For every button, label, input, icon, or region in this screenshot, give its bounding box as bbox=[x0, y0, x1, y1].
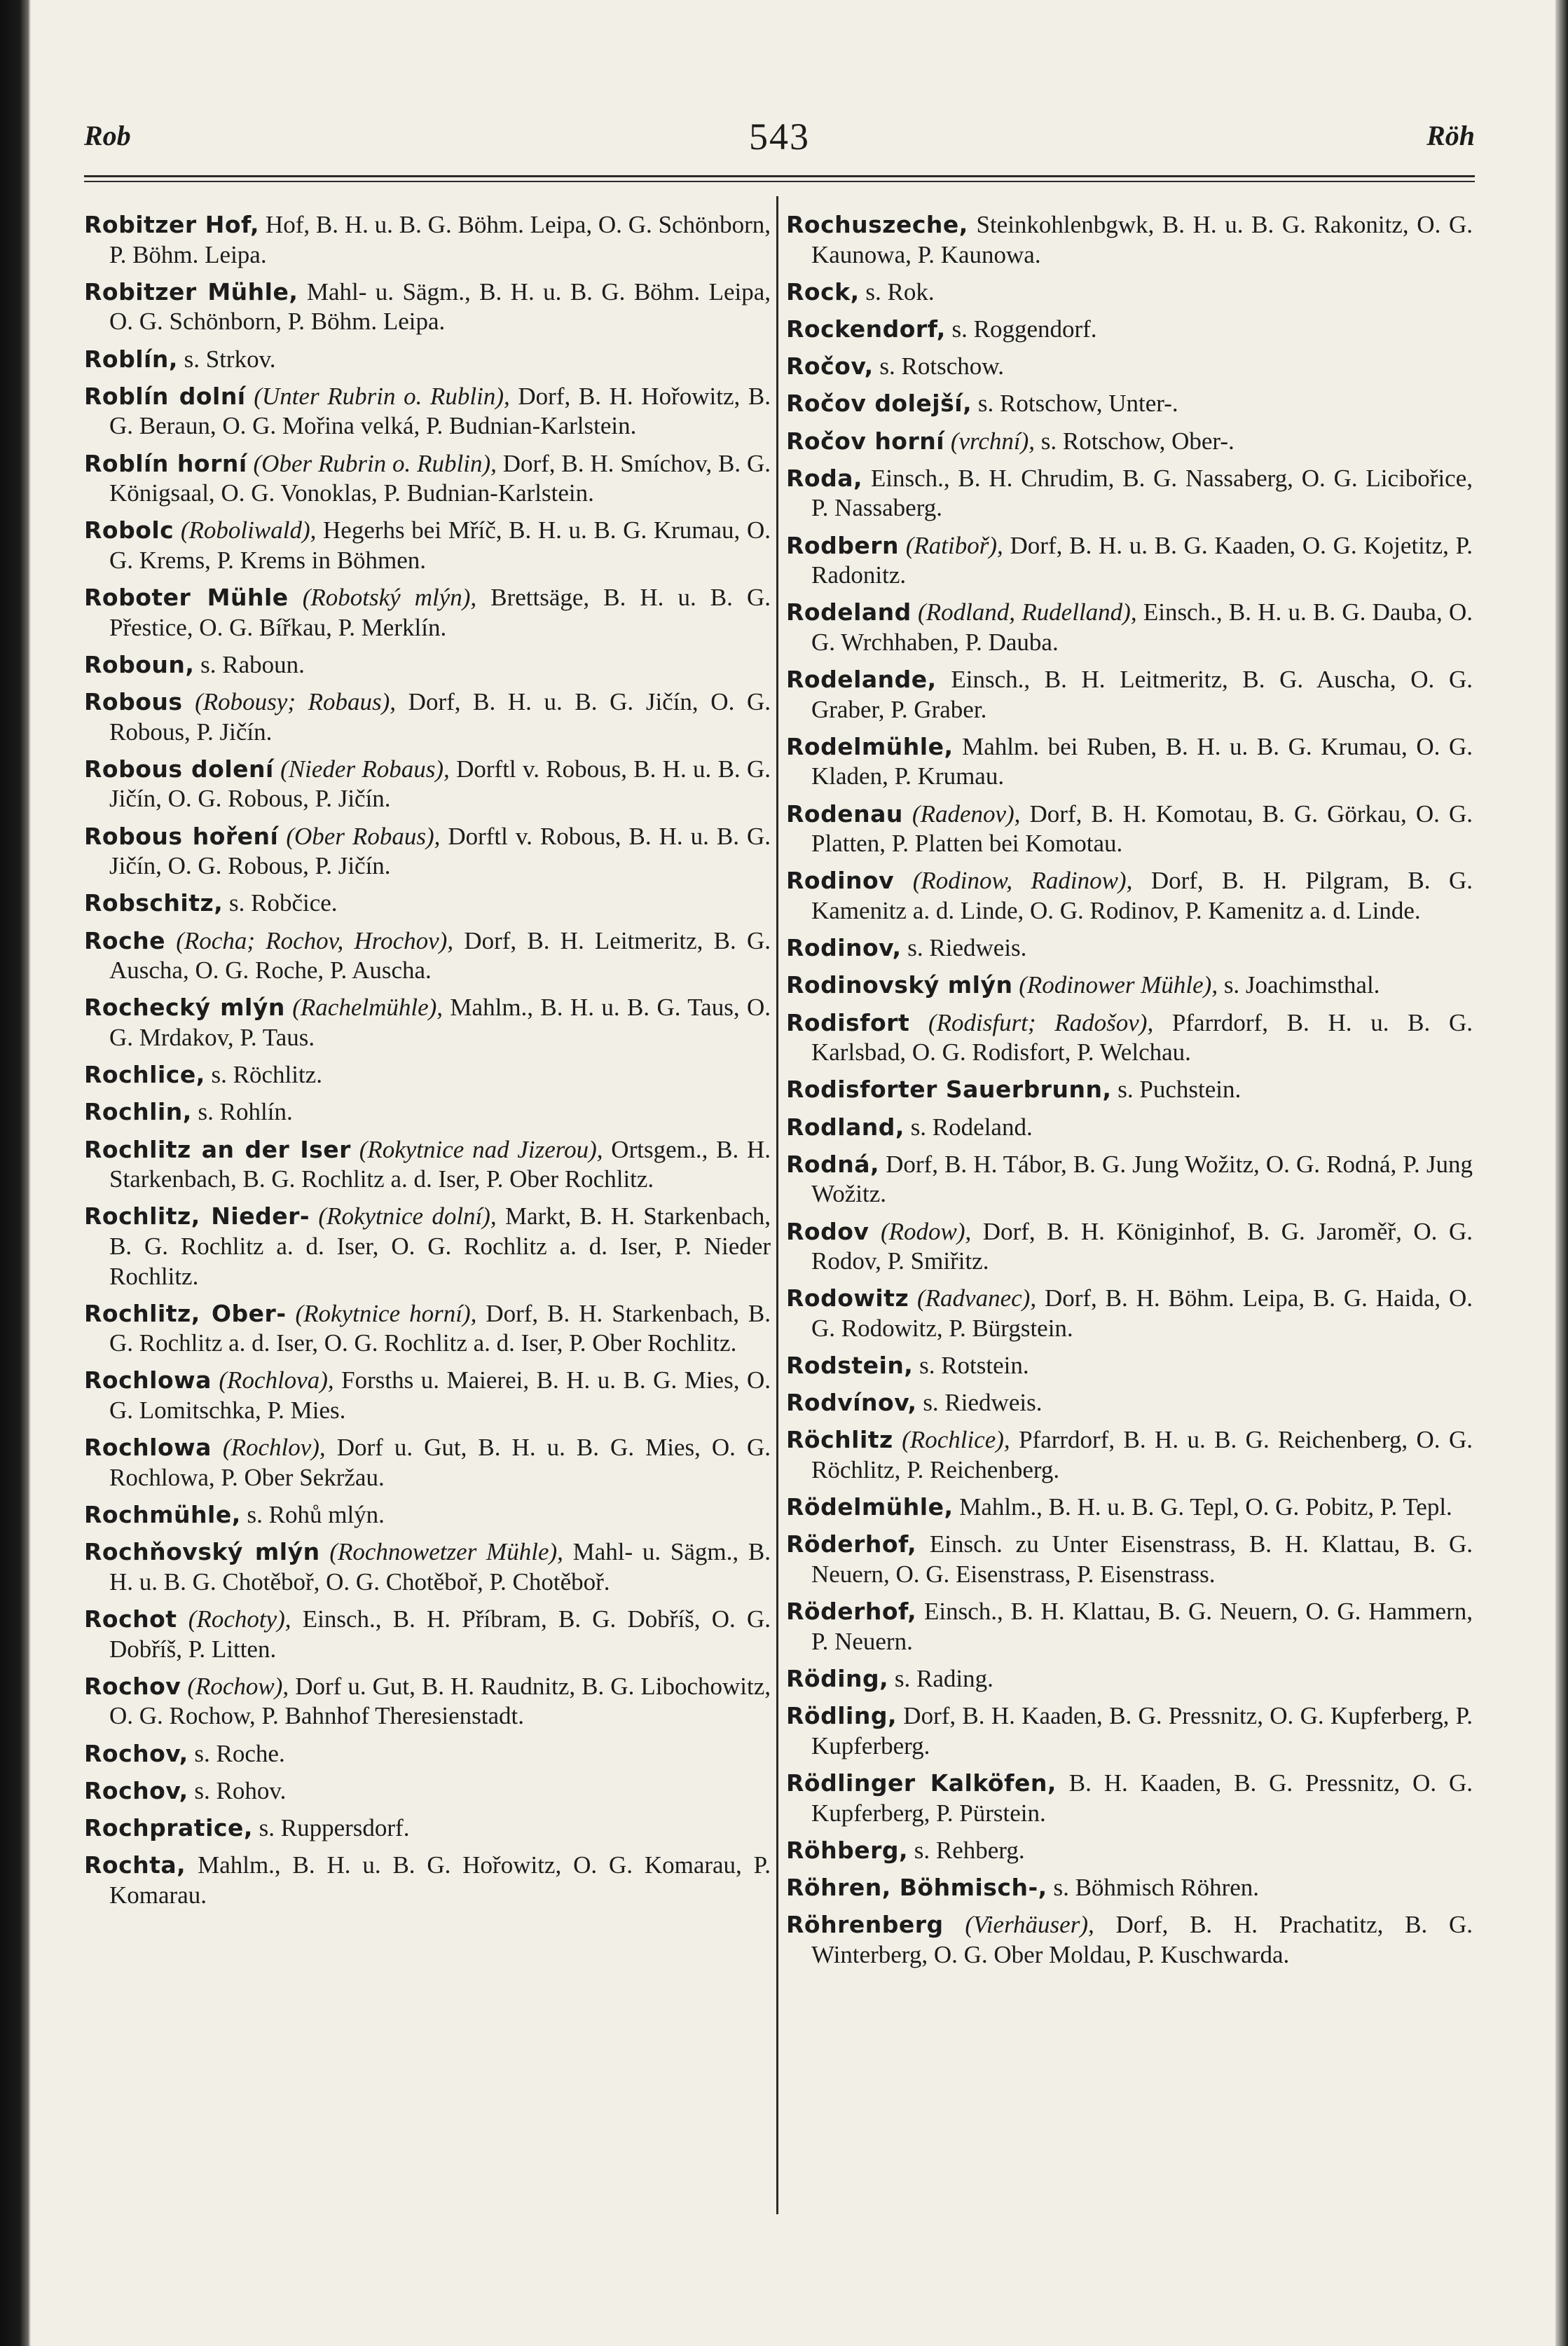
gazetteer-entry bbox=[84, 1060, 771, 1090]
entry-description: Hegerhs bei Mříč, B. H. u. B. G. Krumau, O. G. Krems, P. Krems in Böhmen. bbox=[109, 516, 771, 574]
entry-description: s. Rotschow. bbox=[873, 352, 1005, 380]
entry-headword: Robitzer Mühle, bbox=[84, 277, 298, 306]
gazetteer-entry bbox=[786, 665, 1473, 725]
gazetteer-entry bbox=[786, 1493, 1473, 1523]
gazetteer-entry bbox=[786, 1597, 1473, 1656]
entry-headword: Roda, bbox=[786, 464, 863, 492]
gazetteer-entry bbox=[84, 1202, 771, 1291]
gazetteer-entry bbox=[786, 389, 1473, 419]
entry-alternate-names: (Rachelmühle), bbox=[284, 994, 443, 1022]
entry-description: Mahlm., B. H. u. B. G. Taus, O. G. Mrdakov, P. Taus. bbox=[109, 994, 771, 1051]
gazetteer-entry bbox=[84, 1135, 771, 1195]
gazetteer-entry bbox=[84, 449, 771, 509]
entry-description: s. Röchlitz. bbox=[205, 1061, 322, 1089]
entry-headword: Robitzer Hof, bbox=[84, 211, 260, 238]
gazetteer-entry bbox=[786, 1284, 1473, 1343]
entry-description: s. Rok. bbox=[859, 277, 935, 306]
entry-headword: Rodowitz bbox=[786, 1284, 909, 1312]
entry-headword: Rodisfort bbox=[786, 1008, 910, 1036]
gazetteer-entry bbox=[84, 1097, 771, 1127]
entry-headword: Rödling, bbox=[786, 1702, 897, 1730]
entry-description: Dorf, B. H. Kaaden, B. G. Pressnitz, O. G. Kupferberg, P. Kupferberg. bbox=[811, 1702, 1473, 1760]
entry-description: Dorf, B. H. Königinhof, B. G. Jaroměř, O. G. Rodov, P. Smiřitz. bbox=[811, 1217, 1473, 1275]
entry-headword: Rochlitz, Ober- bbox=[84, 1299, 287, 1327]
entry-headword: Rochlitz an der Iser bbox=[84, 1135, 351, 1163]
entry-headword: Rochuszeche, bbox=[786, 211, 968, 238]
book-gutter-shadow bbox=[0, 0, 31, 2346]
entry-alternate-names: (Roboliwald), bbox=[174, 516, 317, 544]
entry-description: Dorf, B. H. Hořowitz, B. G. Beraun, O. G. Mořina velká, P. Budnian-Karlstein. bbox=[109, 382, 771, 440]
entry-headword: Rochlowa bbox=[84, 1366, 212, 1394]
entry-alternate-names: (Rodinow, Radinow), bbox=[894, 867, 1133, 895]
header-rule-thin bbox=[84, 181, 1475, 182]
entry-description: s. Rotstein. bbox=[913, 1352, 1029, 1380]
gazetteer-entry bbox=[786, 1769, 1473, 1828]
entry-headword: Robolc bbox=[84, 516, 174, 544]
entry-alternate-names: (Rodland, Rudelland), bbox=[911, 598, 1137, 626]
header-rule-thick bbox=[84, 175, 1475, 177]
entry-headword: Roboun, bbox=[84, 650, 195, 678]
entry-description: Dorf, B. H. Böhm. Leipa, B. G. Haida, O. G. Rodowitz, P. Bürgstein. bbox=[811, 1284, 1473, 1342]
entry-description: Forsths u. Maierei, B. H. u. B. G. Mies, O. G. Lomitschka, P. Mies. bbox=[109, 1366, 771, 1425]
entry-description: Dorftl v. Robous, B. H. u. B. G. Jičín, O. G. Robous, P. Jičín. bbox=[109, 822, 771, 880]
gazetteer-entry bbox=[786, 1910, 1473, 1970]
entry-alternate-names: (Nieder Robaus), bbox=[273, 755, 450, 783]
entry-headword: Rockendorf, bbox=[786, 315, 946, 343]
entry-headword: Rochmühle, bbox=[84, 1501, 241, 1529]
entry-description: s. Rotschow, Ober-. bbox=[1035, 427, 1235, 455]
gazetteer-entry bbox=[786, 800, 1473, 859]
gazetteer-entry bbox=[84, 1605, 771, 1664]
gazetteer-entry bbox=[786, 315, 1473, 345]
gazetteer-entry bbox=[84, 1851, 771, 1910]
entry-headword: Rodinov bbox=[786, 867, 895, 895]
column-divider bbox=[776, 196, 778, 2214]
gazetteer-entry bbox=[84, 822, 771, 882]
gazetteer-entry bbox=[84, 926, 771, 986]
gazetteer-entry bbox=[84, 1776, 771, 1806]
entry-description: s. Rehberg. bbox=[908, 1836, 1025, 1864]
entry-description: s. Raboun. bbox=[194, 650, 305, 678]
entry-headword: Rodenau bbox=[786, 800, 903, 828]
entry-headword: Rodbern bbox=[786, 531, 899, 559]
entry-alternate-names: (Rodinower Mühle), bbox=[1012, 971, 1218, 999]
gazetteer-entry bbox=[786, 464, 1473, 523]
gazetteer-entry bbox=[786, 277, 1473, 308]
entry-headword: Rochov bbox=[84, 1672, 181, 1700]
entry-headword: Rodvínov, bbox=[786, 1389, 917, 1417]
entry-description: s. Roche. bbox=[188, 1739, 285, 1767]
entry-description: Einsch., B. H. Klattau, B. G. Neuern, O. G. Hammern, P. Neuern. bbox=[811, 1598, 1473, 1655]
entry-headword: Roche bbox=[84, 926, 166, 954]
entry-headword: Rochlin, bbox=[84, 1098, 192, 1126]
entry-headword: Röderhof, bbox=[786, 1530, 917, 1558]
entry-description: s. Riedweis. bbox=[916, 1389, 1043, 1417]
entry-headword: Rodelmühle, bbox=[786, 732, 954, 760]
entry-headword: Rochlice, bbox=[84, 1061, 205, 1089]
entry-headword: Rödelmühle, bbox=[786, 1493, 954, 1521]
entry-headword: Röhberg, bbox=[786, 1836, 909, 1864]
entry-headword: Roblín dolní bbox=[84, 382, 246, 410]
entry-description: Brettsäge, B. H. u. B. G. Přestice, O. G. Bířkau, P. Merklín. bbox=[109, 584, 771, 641]
gazetteer-entry bbox=[84, 1366, 771, 1425]
gazetteer-entry bbox=[84, 1672, 771, 1731]
entry-description: Dorf, B. H. Pilgram, B. G. Kamenitz a. d. Linde, O. G. Rodinov, P. Kamenitz a. d. Linde. bbox=[811, 867, 1473, 924]
entry-description: s. Rohlín. bbox=[191, 1098, 293, 1126]
gazetteer-entry bbox=[786, 866, 1473, 926]
entry-description: Mahlm., B. H. u. B. G. Hořowitz, O. G. Komarau, P. Komarau. bbox=[109, 1851, 771, 1909]
entry-headword: Rodov bbox=[786, 1217, 869, 1245]
entry-headword: Roboter Mühle bbox=[84, 584, 289, 612]
entry-headword: Rochlitz, Nieder- bbox=[84, 1202, 310, 1230]
entry-description: s. Joachimsthal. bbox=[1218, 971, 1380, 999]
entry-alternate-names: (Robousy; Robaus), bbox=[182, 688, 397, 716]
header-left-catchword: Rob bbox=[84, 120, 131, 151]
entry-headword: Rodland, bbox=[786, 1113, 905, 1141]
entry-headword: Röding, bbox=[786, 1664, 889, 1692]
entry-headword: Rochecký mlýn bbox=[84, 994, 285, 1022]
gazetteer-entry bbox=[786, 732, 1473, 792]
gazetteer-entry bbox=[786, 1873, 1473, 1903]
gazetteer-entry bbox=[786, 1836, 1473, 1866]
gazetteer-entry bbox=[786, 1664, 1473, 1694]
gazetteer-entry bbox=[786, 1701, 1473, 1761]
gazetteer-entry bbox=[786, 210, 1473, 270]
gazetteer-entry bbox=[84, 1537, 771, 1597]
entry-description: Dorf, B. H. u. B. G. Kaaden, O. G. Kojetitz, P. Radonitz. bbox=[811, 531, 1473, 589]
gazetteer-entry bbox=[786, 531, 1473, 591]
entry-description: s. Riedweis. bbox=[901, 934, 1027, 962]
entry-alternate-names: (Rokytnice nad Jizerou), bbox=[350, 1135, 603, 1163]
gazetteer-entry bbox=[84, 993, 771, 1052]
left-column bbox=[84, 210, 771, 1918]
gazetteer-entry bbox=[786, 1388, 1473, 1418]
entry-description: s. Roggendorf. bbox=[945, 315, 1097, 343]
entry-alternate-names: (Rocha; Rochov, Hrochov), bbox=[165, 926, 454, 954]
entry-description: s. Rohů mlýn. bbox=[240, 1501, 385, 1529]
gazetteer-entry bbox=[84, 210, 771, 270]
entry-alternate-names: (Rochnowetzer Mühle), bbox=[319, 1538, 563, 1566]
entry-description: Einsch., B. H. u. B. G. Dauba, O. G. Wrchhaben, P. Dauba. bbox=[811, 598, 1473, 656]
entry-headword: Rochpratice, bbox=[84, 1813, 253, 1841]
gazetteer-entry bbox=[786, 598, 1473, 657]
entry-description: Mahl- u. Sägm., B. H. u. B. G. Chotěboř, O. G. Chotěboř, P. Chotěboř. bbox=[109, 1538, 771, 1596]
entry-headword: Rochta, bbox=[84, 1851, 186, 1879]
gazetteer-entry bbox=[84, 277, 771, 337]
entry-alternate-names: (Unter Rubrin o. Rublin), bbox=[245, 382, 510, 410]
entry-description: Markt, B. H. Starkenbach, B. G. Rochlitz a. d. Iser, O. G. Rochlitz a. d. Iser, P. Nieder Rochlitz. bbox=[109, 1202, 771, 1290]
gazetteer-entry bbox=[786, 1425, 1473, 1485]
entry-alternate-names: (Rokytnice horní), bbox=[286, 1299, 477, 1327]
entry-headword: Rochov, bbox=[84, 1739, 188, 1767]
entry-headword: Rochot bbox=[84, 1605, 177, 1633]
entry-description: Mahlm. bei Ruben, B. H. u. B. G. Krumau, O. G. Kladen, P. Krumau. bbox=[811, 732, 1473, 790]
entry-headword: Röhrenberg bbox=[786, 1911, 944, 1939]
entry-headword: Roblín, bbox=[84, 345, 178, 373]
right-column bbox=[786, 210, 1473, 1977]
gazetteer-entry bbox=[84, 687, 771, 747]
entry-description: s. Rading. bbox=[888, 1664, 993, 1692]
entry-headword: Robous bbox=[84, 688, 183, 716]
entry-alternate-names: (Rochlov), bbox=[211, 1434, 326, 1462]
entry-headword: Rodisforter Sauerbrunn, bbox=[786, 1076, 1112, 1104]
entry-description: s. Ruppersdorf. bbox=[252, 1813, 410, 1841]
entry-headword: Rodná, bbox=[786, 1150, 880, 1178]
entry-description: Einsch. zu Unter Eisenstrass, B. H. Klattau, B. G. Neuern, O. G. Eisenstrass, P. Eisenstrass. bbox=[811, 1530, 1473, 1588]
entry-description: Dorf, B. H. Smíchov, B. G. Königsaal, O. G. Vonoklas, P. Budnian-Karlstein. bbox=[109, 449, 771, 507]
gazetteer-entry bbox=[84, 755, 771, 814]
entry-headword: Robous dolení bbox=[84, 755, 274, 783]
entry-description: Dorf u. Gut, B. H. Raudnitz, B. G. Libochowitz, O. G. Rochow, P. Bahnhof Theresienstadt. bbox=[109, 1672, 771, 1730]
entry-alternate-names: (Radvanec), bbox=[909, 1284, 1037, 1312]
page-header bbox=[84, 112, 1475, 168]
entry-description: Einsch., B. H. Leitmeritz, B. G. Auscha, O. G. Graber, P. Graber. bbox=[811, 666, 1473, 723]
entry-alternate-names: (Rochlice), bbox=[893, 1426, 1010, 1454]
gazetteer-entry bbox=[84, 516, 771, 575]
entry-headword: Röderhof, bbox=[786, 1598, 917, 1626]
gazetteer-entry bbox=[786, 1008, 1473, 1068]
entry-headword: Roblín horní bbox=[84, 449, 247, 477]
gazetteer-entry bbox=[786, 1217, 1473, 1277]
entry-headword: Rochňovský mlýn bbox=[84, 1538, 320, 1566]
entry-description: Einsch., B. H. Příbram, B. G. Dobříš, O. G. Dobříš, P. Litten. bbox=[109, 1605, 771, 1663]
entry-description: B. H. Kaaden, B. G. Pressnitz, O. G. Kupferberg, P. Pürstein. bbox=[811, 1769, 1473, 1827]
entry-headword: Ročov, bbox=[786, 352, 874, 380]
header-right-catchword: Röh bbox=[1426, 120, 1475, 151]
entry-description: s. Robčice. bbox=[223, 889, 338, 917]
entry-description: Pfarrdorf, B. H. u. B. G. Reichenberg, O. G. Röchlitz, P. Reichenberg. bbox=[811, 1426, 1473, 1484]
entry-alternate-names: (Ratiboř), bbox=[898, 531, 1003, 559]
entry-description: Dorf, B. H. Prachatitz, B. G. Winterberg, O. G. Ober Moldau, P. Kuschwarda. bbox=[811, 1911, 1473, 1968]
entry-alternate-names: (Rodisfurt; Radošov), bbox=[909, 1008, 1154, 1036]
gazetteer-entry bbox=[786, 427, 1473, 457]
entry-headword: Rodelande, bbox=[786, 666, 937, 694]
entry-description: Pfarrdorf, B. H. u. B. G. Karlsbad, O. G. Rodisfort, P. Welchau. bbox=[811, 1008, 1473, 1066]
entry-alternate-names: (Vierhäuser), bbox=[943, 1911, 1094, 1939]
entry-alternate-names: (Rochoty), bbox=[177, 1605, 291, 1633]
entry-headword: Ročov horní bbox=[786, 427, 945, 455]
gazetteer-entry bbox=[786, 1075, 1473, 1105]
gazetteer-entry bbox=[84, 583, 771, 643]
entry-description: Mahlm., B. H. u. B. G. Tepl, O. G. Pobitz, P. Tepl. bbox=[953, 1493, 1452, 1521]
gazetteer-entry bbox=[84, 1739, 771, 1769]
entry-description: Dorf, B. H. Tábor, B. G. Jung Wožitz, O. G. Rodná, P. Jung Wožitz. bbox=[811, 1150, 1473, 1208]
gazetteer-entry bbox=[84, 382, 771, 441]
gazetteer-entry bbox=[786, 970, 1473, 1001]
entry-description: Ortsgem., B. H. Starkenbach, B. G. Rochlitz a. d. Iser, P. Ober Rochlitz. bbox=[109, 1135, 771, 1193]
entry-description: Dorf, B. H. u. B. G. Jičín, O. G. Robous, P. Jičín. bbox=[109, 688, 771, 746]
entry-headword: Rodinovský mlýn bbox=[786, 971, 1013, 999]
gazetteer-entry bbox=[786, 1351, 1473, 1381]
gazetteer-entry bbox=[786, 1113, 1473, 1143]
entry-description: s. Böhmisch Röhren. bbox=[1047, 1873, 1260, 1901]
gazetteer-entry bbox=[786, 933, 1473, 963]
entry-alternate-names: (Ober Robaus), bbox=[278, 822, 441, 850]
gazetteer-entry bbox=[786, 352, 1473, 382]
entry-headword: Rödlinger Kalköfen, bbox=[786, 1769, 1057, 1797]
entry-description: Steinkohlenbgwk, B. H. u. B. G. Rakonitz, O. G. Kaunowa, P. Kaunowa. bbox=[811, 211, 1473, 268]
entry-description: s. Rodeland. bbox=[904, 1113, 1033, 1141]
entry-headword: Rochov, bbox=[84, 1776, 188, 1804]
entry-description: Hof, B. H. u. B. G. Böhm. Leipa, O. G. Schönborn, P. Böhm. Leipa. bbox=[109, 211, 771, 268]
entry-description: s. Rohov. bbox=[188, 1776, 287, 1804]
entry-alternate-names: (Rochow), bbox=[181, 1672, 289, 1700]
entry-alternate-names: (Robotský mlýn), bbox=[288, 584, 477, 612]
entry-headword: Rodinov, bbox=[786, 934, 902, 962]
gazetteer-entry bbox=[84, 345, 771, 375]
entry-alternate-names: (Ober Rubrin o. Rublin), bbox=[247, 449, 497, 477]
gazetteer-entry bbox=[84, 1433, 771, 1493]
entry-headword: Rochlowa bbox=[84, 1434, 212, 1462]
entry-description: Dorftl v. Robous, B. H. u. B. G. Jičín, O. G. Robous, P. Jičín. bbox=[109, 755, 771, 813]
entry-description: Einsch., B. H. Chrudim, B. G. Nassaberg, O. G. Licibořice, P. Nassaberg. bbox=[811, 464, 1473, 522]
entry-headword: Rodstein, bbox=[786, 1352, 914, 1380]
entry-headword: Röhren, Böhmisch-, bbox=[786, 1873, 1047, 1901]
entry-headword: Rodeland bbox=[786, 598, 912, 626]
entry-alternate-names: (Rochlova), bbox=[211, 1366, 334, 1394]
page-right-edge bbox=[1555, 0, 1568, 2346]
entry-headword: Ročov dolejší, bbox=[786, 390, 972, 418]
entry-headword: Röchlitz bbox=[786, 1426, 893, 1454]
entry-description: Dorf u. Gut, B. H. u. B. G. Mies, O. G. Rochlowa, P. Ober Sekržau. bbox=[109, 1434, 771, 1491]
entry-description: s. Puchstein. bbox=[1111, 1076, 1242, 1104]
entry-description: Dorf, B. H. Komotau, B. G. Görkau, O. G. Platten, P. Platten bei Komotau. bbox=[811, 800, 1473, 858]
gazetteer-entry bbox=[84, 650, 771, 680]
entry-alternate-names: (Rodow), bbox=[869, 1217, 972, 1245]
entry-headword: Rock, bbox=[786, 277, 860, 306]
gazetteer-entry bbox=[84, 889, 771, 919]
entry-description: Mahl- u. Sägm., B. H. u. B. G. Böhm. Leipa, O. G. Schönborn, P. Böhm. Leipa. bbox=[109, 277, 771, 336]
gazetteer-entry bbox=[786, 1150, 1473, 1209]
gazetteer-entry bbox=[84, 1500, 771, 1530]
entry-alternate-names: (Radenov), bbox=[902, 800, 1021, 828]
entry-alternate-names: (vrchní), bbox=[944, 427, 1035, 455]
entry-description: s. Rotschow, Unter-. bbox=[972, 390, 1178, 418]
gazetteer-entry bbox=[786, 1530, 1473, 1589]
entry-description: Dorf, B. H. Starkenbach, B. G. Rochlitz a. d. Iser, O. G. Rochlitz a. d. Iser, P. Ober Rochlitz. bbox=[109, 1299, 771, 1357]
entry-description: s. Strkov. bbox=[177, 345, 276, 373]
entry-headword: Robschitz, bbox=[84, 889, 223, 917]
entry-description: Dorf, B. H. Leitmeritz, B. G. Auscha, O. G. Roche, P. Auscha. bbox=[109, 926, 771, 985]
entry-headword: Robous hoření bbox=[84, 822, 279, 850]
page-number: 543 bbox=[749, 116, 810, 158]
gazetteer-entry bbox=[84, 1299, 771, 1359]
entry-alternate-names: (Rokytnice dolní), bbox=[310, 1202, 497, 1230]
gazetteer-entry bbox=[84, 1813, 771, 1844]
